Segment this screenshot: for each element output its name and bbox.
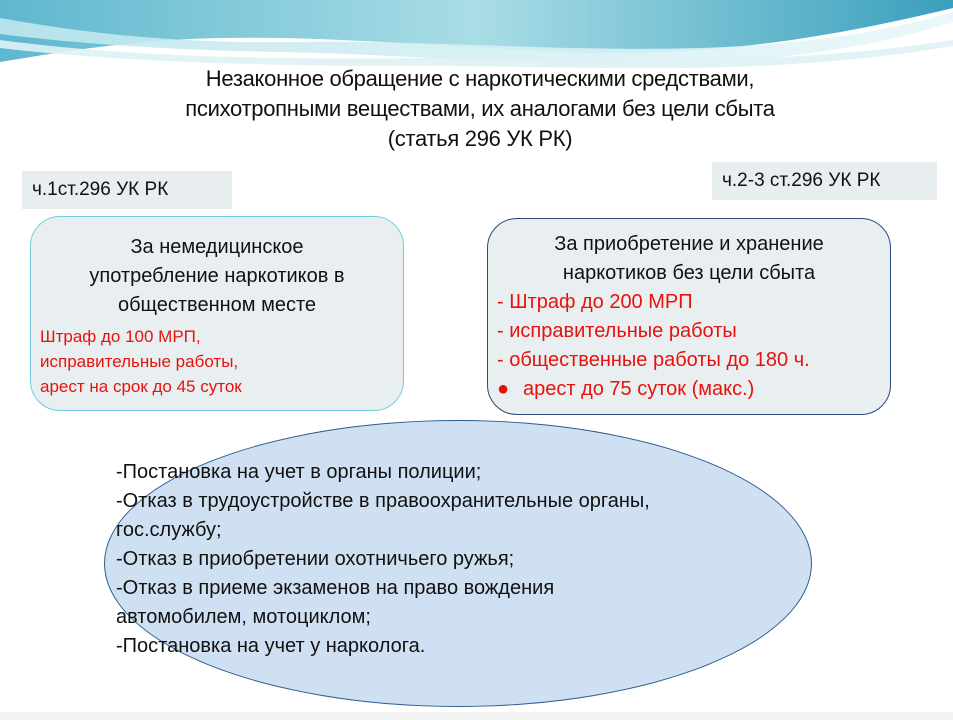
left-offense-card (30, 216, 404, 411)
consequences-list (116, 458, 796, 661)
consequence-item: -Постановка на учет у нарколога. (116, 635, 426, 657)
left-offense-heading (31, 233, 403, 320)
consequence-item: автомобилем, мотоциклом; (116, 606, 371, 628)
right-offense-heading (488, 230, 890, 288)
left-heading-line-3: общественном месте (117, 294, 317, 316)
title-line-1: Незаконное обращение с наркотическими средствами, (205, 66, 755, 91)
right-offense-card (487, 218, 891, 415)
page-title (100, 64, 860, 154)
left-article-label: ч.1ст.296 УК РК (22, 171, 232, 209)
title-line-3: (статья 296 УК РК) (387, 126, 573, 151)
bottom-divider (0, 712, 953, 720)
right-article-label: ч.2-3 ст.296 УК РК (712, 162, 937, 200)
consequence-item: -Отказ в приеме экзаменов на право вождения (116, 577, 555, 599)
left-penalty-list (31, 324, 403, 399)
right-penalty-item: - Штраф до 200 МРП (497, 291, 693, 313)
consequence-item: -Отказ в трудоустройстве в правоохранительные органы, (116, 490, 650, 512)
left-heading-line-2: употребление наркотиков в (89, 265, 345, 287)
right-penalty-list (488, 288, 890, 404)
left-penalty-item: Штраф до 100 МРП, (40, 327, 201, 346)
left-penalty-item: арест на срок до 45 суток (40, 377, 242, 396)
bullet-dot-icon: ● (497, 378, 510, 400)
right-heading-line-1: За приобретение и хранение (554, 233, 824, 255)
right-penalty-item: - общественные работы до 180 ч. (497, 349, 810, 371)
consequence-item: -Постановка на учет в органы полиции; (116, 461, 482, 483)
right-penalty-item: - исправительные работы (497, 320, 737, 342)
consequence-item: -Отказ в приобретении охотничьего ружья; (116, 548, 515, 570)
title-line-2: психотропными веществами, их аналогами без цели сбыта (185, 96, 775, 121)
right-penalty-bullet-text: арест до 75 суток (макс.) (523, 378, 755, 400)
right-penalty-bullet-item (497, 375, 890, 404)
consequence-item: гос.службу; (116, 519, 222, 541)
right-heading-line-2: наркотиков без цели сбыта (562, 262, 816, 284)
left-penalty-item: исправительные работы, (40, 352, 239, 371)
left-heading-line-1: За немедицинское (130, 236, 304, 258)
